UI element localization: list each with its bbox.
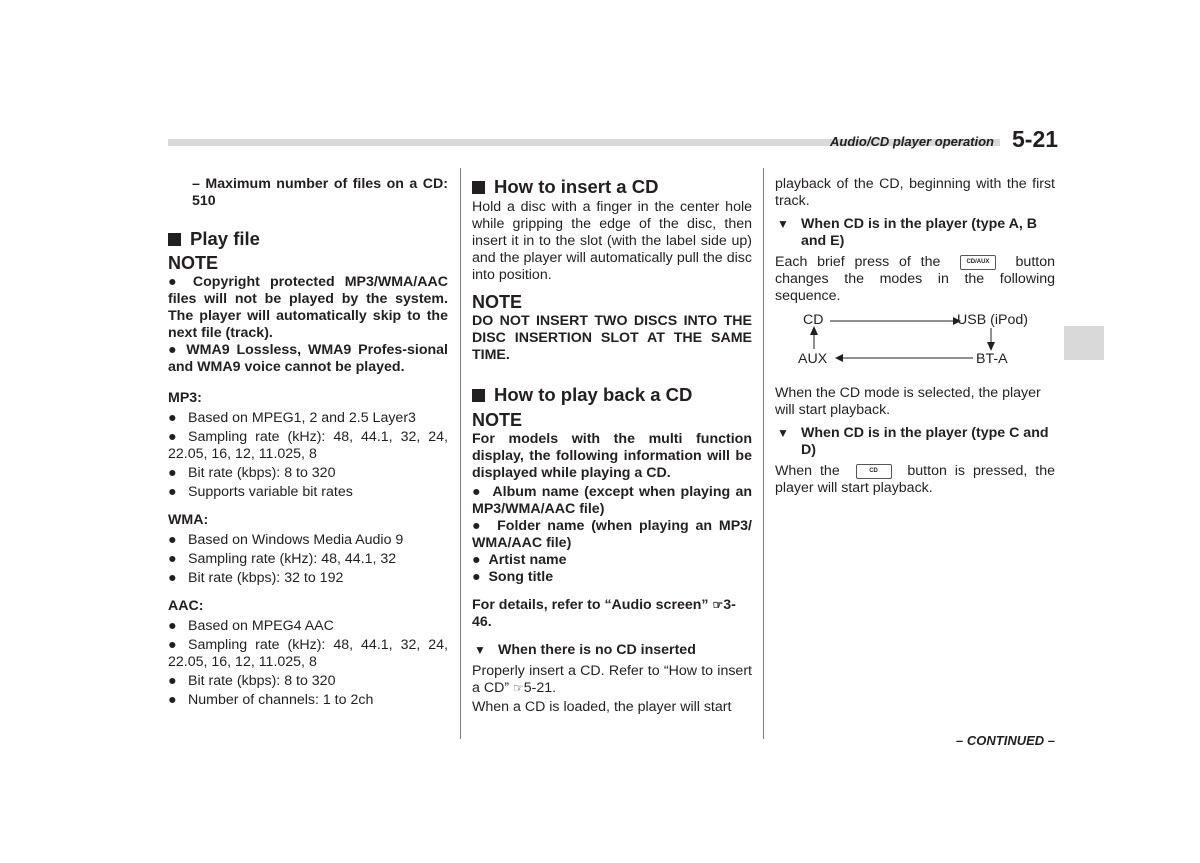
note-item — [472, 518, 752, 552]
bullet-dot-icon: ● — [168, 673, 177, 689]
mode-aux-label: AUX — [798, 351, 828, 367]
note-item — [472, 552, 752, 569]
mode-cd-label: CD — [803, 312, 824, 328]
list-item-text: Based on Windows Media Audio 9 — [188, 532, 404, 548]
note-label: NOTE — [472, 292, 523, 312]
list-item — [168, 637, 448, 671]
note-item-text: Album name (except when playing an MP3/WMA/AAC file) — [472, 484, 753, 517]
note-item-text: Artist name — [488, 552, 567, 568]
heading-text: How to insert a CD — [494, 176, 659, 197]
bullet-dot-icon: ● — [472, 484, 482, 500]
mode-sequence-diagram — [775, 311, 1055, 371]
section-title: Audio/CD player operation — [830, 134, 994, 149]
bullet-dot-icon: ● — [168, 274, 183, 290]
list-item — [168, 618, 448, 635]
column-3 — [775, 176, 1055, 497]
note-item — [168, 342, 448, 376]
insert-cd-heading — [472, 176, 752, 198]
triangle-down-icon: ▼ — [777, 217, 789, 231]
note-label: NOTE — [168, 253, 219, 273]
cd-aux-button-icon: CD/AUX — [960, 255, 996, 270]
list-item-text: Bit rate (kbps): 32 to 192 — [188, 570, 344, 586]
chapter-tab — [1064, 326, 1104, 360]
mp3-label: MP3: — [168, 390, 202, 406]
details-text — [472, 597, 752, 631]
wma-label: WMA: — [168, 512, 209, 528]
bullet-dot-icon: ● — [168, 429, 177, 445]
triangle-down-icon: ▼ — [474, 643, 486, 657]
mode-bta-label: BT-A — [976, 351, 1008, 367]
pointing-hand-icon: ☞ — [513, 681, 524, 695]
list-item-text: Based on MPEG1, 2 and 2.5 Layer3 — [188, 410, 416, 426]
no-cd-text — [472, 663, 752, 697]
bullet-dot-icon: ● — [168, 342, 180, 358]
list-item — [168, 692, 448, 709]
mode-sequence-text — [775, 254, 1055, 305]
list-item — [168, 570, 448, 587]
details-text-span: For details, refer to “Audio screen” — [472, 597, 713, 613]
bullet-dot-icon: ● — [472, 552, 481, 568]
subheading-text: When there is no CD inserted — [498, 642, 696, 658]
insert-cd-text: Hold a disc with a finger in the center hole while gripping the edge of the disc, then insert it in to the slot (with the label side up) and the player will automatically pull the disc into position. — [472, 199, 752, 283]
list-item — [168, 484, 448, 501]
list-item-text: Supports variable bit rates — [188, 484, 353, 500]
note-item — [472, 569, 752, 586]
selected-text: When the CD mode is selected, the player will start playback. — [775, 385, 1041, 418]
aac-label: AAC: — [168, 598, 204, 614]
bullet-dot-icon: ● — [168, 570, 177, 586]
list-item-text: Number of channels: 1 to 2ch — [188, 692, 374, 708]
list-item — [168, 673, 448, 690]
loaded-text: When a CD is loaded, the player will start — [472, 699, 732, 715]
page-number: 5-21 — [1012, 126, 1059, 152]
cd-button-text — [775, 463, 1055, 497]
column-divider — [460, 168, 461, 739]
bullet-dot-icon: ● — [168, 551, 177, 567]
list-item — [168, 465, 448, 482]
text-span: When the — [775, 463, 840, 479]
note-item — [168, 274, 448, 342]
continued-text: playback of the CD, beginning with the first track. — [775, 176, 1055, 209]
note-intro: For models with the multi function display, the following information will be displayed while playing a CD. — [472, 431, 752, 481]
play-back-heading — [472, 384, 752, 406]
continued-footer: – CONTINUED – — [956, 733, 1055, 748]
note-item-text: WMA9 Lossless, WMA9 Profes-sional and WMA9 voice cannot be played. — [168, 342, 448, 375]
square-heading-icon — [168, 233, 181, 246]
note-item-text: Folder name (when playing an MP3/ WMA/AAC file) — [472, 518, 752, 551]
subheading-text: When CD is in the player (type A, B and E) — [801, 216, 1037, 249]
cd-button-icon: CD — [856, 464, 892, 479]
max-files-text: – Maximum number of files on a CD: 510 — [192, 176, 448, 209]
list-item-text: Bit rate (kbps): 8 to 320 — [188, 673, 336, 689]
play-file-heading — [168, 228, 448, 250]
no-cd-text-span: Properly insert a CD. Refer to “How to insert a CD” — [472, 663, 752, 696]
heading-text: How to play back a CD — [494, 384, 693, 405]
list-item — [168, 410, 448, 427]
pointing-hand-icon: ☞ — [712, 598, 724, 612]
list-item-text: Sampling rate (kHz): 48, 44.1, 32, 24, 22.05, 16, 12, 11.025, 8 — [168, 637, 448, 670]
bullet-dot-icon: ● — [168, 532, 177, 548]
note-item-text: Copyright protected MP3/WMA/AAC files will not be played by the system. The player will automatically skip to the next file (track). — [168, 274, 448, 341]
list-item-text: Sampling rate (kHz): 48, 44.1, 32, 24, 22.05, 16, 12, 11.025, 8 — [168, 429, 448, 462]
bullet-dot-icon: ● — [472, 569, 481, 585]
square-heading-icon — [472, 181, 485, 194]
list-item — [168, 532, 448, 549]
bullet-dot-icon: ● — [168, 637, 177, 653]
subheading-text: When CD is in the player (type C and D) — [801, 425, 1049, 458]
type-cd-heading — [775, 425, 1055, 459]
square-heading-icon — [472, 389, 485, 402]
heading-text: Play file — [190, 228, 260, 249]
bullet-dot-icon: ● — [168, 484, 177, 500]
bullet-dot-icon: ● — [168, 465, 177, 481]
bullet-dot-icon: ● — [472, 518, 484, 534]
bullet-dot-icon: ● — [168, 410, 177, 426]
bullet-dot-icon: ● — [168, 692, 177, 708]
note-text: DO NOT INSERT TWO DISCS INTO THE DISC INSERTION SLOT AT THE SAME TIME. — [472, 313, 752, 363]
type-abe-heading — [775, 216, 1055, 250]
note-item-text: Song title — [488, 569, 554, 585]
page-reference-link[interactable]: 5-21. — [523, 680, 557, 696]
triangle-down-icon: ▼ — [777, 426, 789, 440]
text-span: Each brief press of the — [775, 254, 941, 270]
text-span: button is pressed, the player will start playback. — [775, 463, 1055, 496]
list-item — [168, 551, 448, 568]
note-item — [472, 484, 752, 518]
column-divider — [763, 168, 764, 739]
text-span: button changes the modes in the following sequence. — [775, 254, 1055, 304]
mode-usb-label: USB (iPod) — [957, 312, 1028, 328]
list-item-text: Based on MPEG4 AAC — [188, 618, 334, 634]
no-cd-heading — [472, 642, 752, 659]
column-1 — [168, 176, 448, 709]
bullet-dot-icon: ● — [168, 618, 177, 634]
list-item-text: Bit rate (kbps): 8 to 320 — [188, 465, 336, 481]
list-item-text: Sampling rate (kHz): 48, 44.1, 32 — [188, 551, 397, 567]
note-label: NOTE — [472, 410, 523, 430]
list-item — [168, 429, 448, 463]
page-reference-link[interactable]: 3-46. — [472, 597, 736, 630]
column-2 — [472, 176, 752, 716]
